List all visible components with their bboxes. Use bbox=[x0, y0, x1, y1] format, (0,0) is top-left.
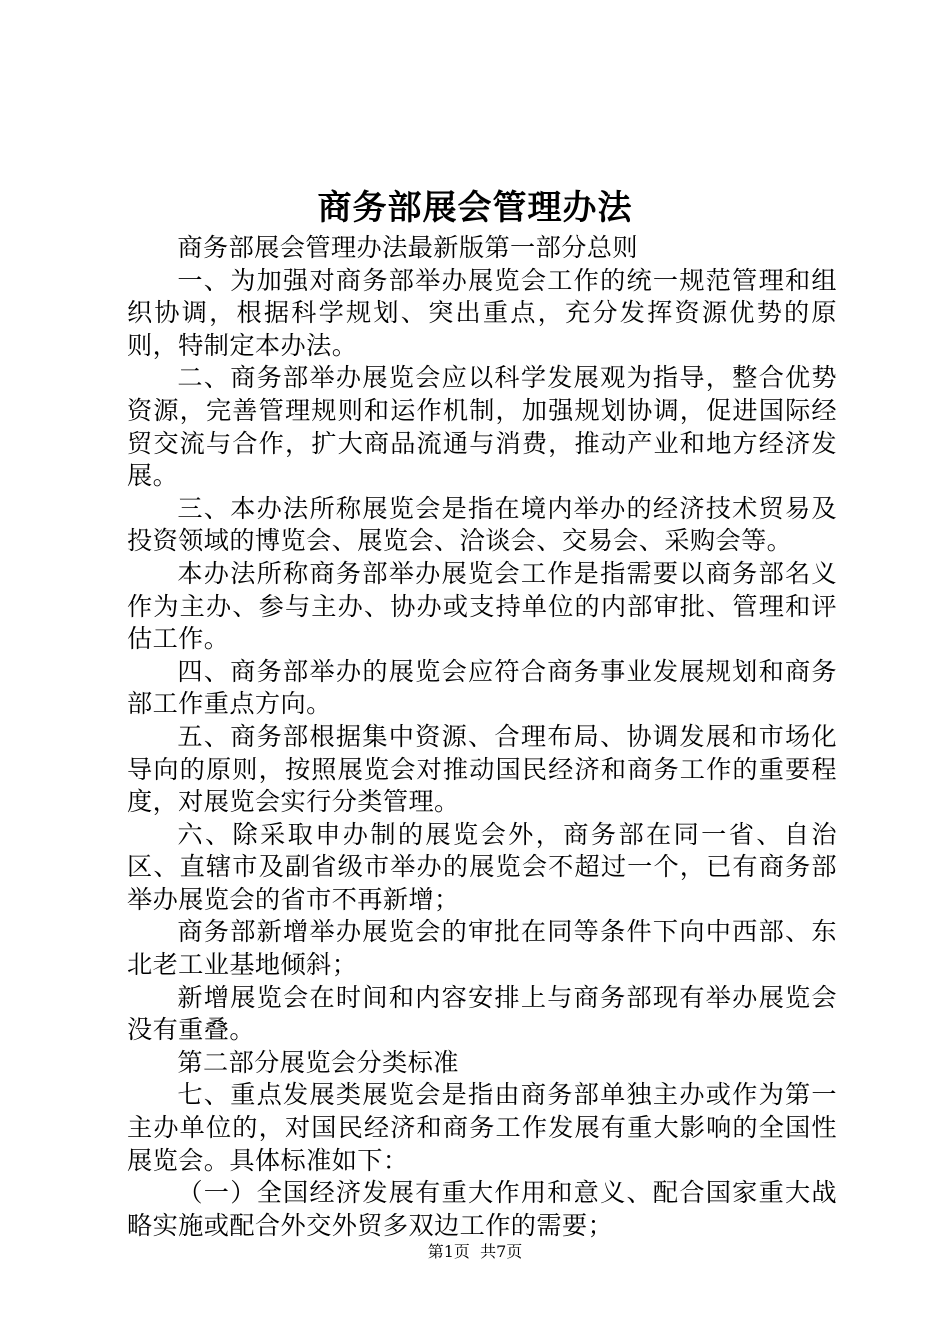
paragraph: 五、商务部根据集中资源、合理布局、协调发展和市场化导向的原则，按照展览会对推动国民经济和商务工作的重要程度，对展览会实行分类管理。 bbox=[127, 721, 837, 817]
paragraph: 商务部展会管理办法最新版第一部分总则 bbox=[177, 233, 638, 262]
document-body bbox=[127, 232, 837, 1242]
paragraph: 新增展览会在时间和内容安排上与商务部现有举办展览会没有重叠。 bbox=[127, 982, 837, 1045]
page-number: 第1页 bbox=[427, 1242, 470, 1261]
document-title: 商务部展会管理办法 bbox=[317, 188, 633, 228]
paragraph: 商务部新增举办展览会的审批在同等条件下向中西部、东北老工业基地倾斜； bbox=[127, 917, 837, 980]
paragraph: 七、重点发展类展览会是指由商务部单独主办或作为第一主办单位的，对国民经济和商务工作发展有重大影响的全国性展览会。具体标准如下： bbox=[127, 1080, 837, 1175]
section-heading: 第二部分展览会分类标准 bbox=[177, 1047, 459, 1077]
page-total: 共7页 bbox=[480, 1242, 523, 1261]
paragraph: 本办法所称商务部举办展览会工作是指需要以商务部名义作为主办、参与主办、协办或支持单位的内部审批、管理和评估工作。 bbox=[127, 558, 837, 654]
page-footer bbox=[0, 1240, 950, 1264]
paragraph: 二、商务部举办展览会应以科学发展观为指导，整合优势资源，完善管理规则和运作机制，加强规划协调，促进国际经贸交流与合作，扩大商品流通与消费，推动产业和地方经济发展。 bbox=[127, 363, 837, 491]
paragraph: 四、商务部举办的展览会应符合商务事业发展规划和商务部工作重点方向。 bbox=[127, 656, 837, 719]
paragraph: （一）全国经济发展有重大作用和意义、配合国家重大战略实施或配合外交外贸多双边工作的需要； bbox=[127, 1178, 837, 1240]
paragraph: 六、除采取申办制的展览会外，商务部在同一省、自治区、直辖市及副省级市举办的展览会不超过一个，已有商务部举办展览会的省市不再新增； bbox=[127, 819, 837, 914]
paragraph: 三、本办法所称展览会是指在境内举办的经济技术贸易及投资领域的博览会、展览会、洽谈会、交易会、采购会等。 bbox=[127, 493, 837, 556]
paragraph: 一、为加强对商务部举办展览会工作的统一规范管理和组织协调，根据科学规划、突出重点，充分发挥资源优势的原则，特制定本办法。 bbox=[127, 265, 837, 360]
